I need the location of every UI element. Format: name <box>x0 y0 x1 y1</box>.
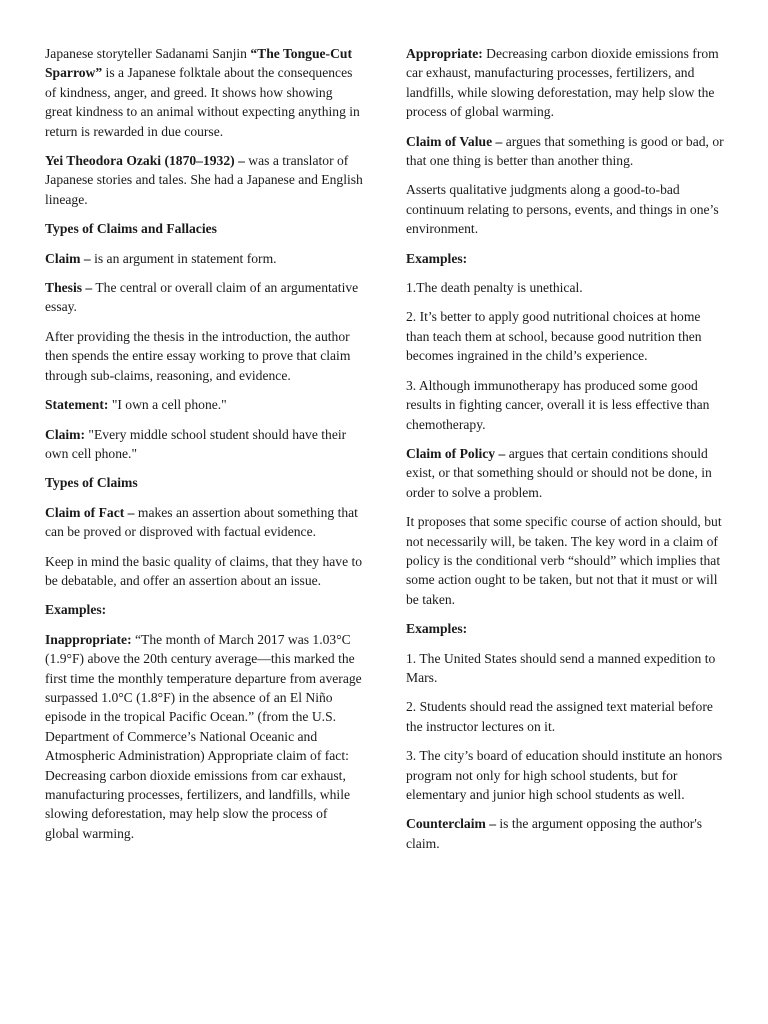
claim-example-text: "Every middle school student should have their own cell phone." <box>45 426 347 461</box>
policy-example-1: 1. The United States should send a manned expedition to Mars. <box>406 650 716 685</box>
section-heading-claims-fallacies <box>45 219 363 238</box>
heading-text: Types of Claims and Fallacies <box>45 221 217 237</box>
policy-paragraph: It proposes that some specific course of action should, but not necessarily will, be taken. The key word in a claim of policy is the conditional verb “should” which implies that some action ought to be taken, but not that it must or will be taken. <box>406 514 722 607</box>
appropriate-term: Appropriate: <box>406 46 483 61</box>
heading-text: Examples: <box>406 621 468 637</box>
claim-of-policy-text: argues that certain conditions should exist, or that something should or should not be done, in order to solve a problem. <box>406 445 712 500</box>
statement-example <box>45 395 363 414</box>
claim-term: Claim – <box>45 250 91 266</box>
appropriate-example <box>406 44 724 122</box>
section-heading-types-of-claims <box>45 473 363 492</box>
claim-of-value-definition <box>406 132 724 171</box>
thesis-text: The central or overall claim of an argumentative essay. <box>45 280 359 315</box>
statement-text: "I own a cell phone." <box>108 397 227 413</box>
inappropriate-term: Inappropriate: <box>45 631 132 647</box>
value-example-2: 2. It’s better to apply good nutritional choices at home than teach them at school, because good nutrition then becomes ingrained in the child’s experience. <box>406 309 702 364</box>
claim-of-fact-text: makes an assertion about something that can be proved or disproved with factual evidence. <box>45 504 358 540</box>
author-text: was a translator of Japanese stories and tales. She had a Japanese and English lineage. <box>45 153 363 207</box>
claim-example-term: Claim: <box>45 426 86 442</box>
claim-text: is an argument in statement form. <box>90 250 277 266</box>
policy-example-2: 2. Students should read the assigned text material before the instructor lectures on it. <box>406 699 713 734</box>
examples-heading <box>406 249 724 268</box>
counterclaim-text: is the argument opposing the author's claim. <box>406 816 703 851</box>
thesis-paragraph: After providing the thesis in the introduction, the author then spends the entire essay working to prove that claim through sub-claims, reasoning, and evidence. <box>45 328 351 383</box>
author-term: Yei Theodora Ozaki (1870–1932) – <box>45 153 245 169</box>
heading-text: Examples: <box>45 602 107 618</box>
claim-of-policy-term: Claim of Policy – <box>406 445 506 461</box>
value-paragraph: Asserts qualitative judgments along a good-to-bad continuum relating to persons, events, and things in one’s environment. <box>406 182 719 237</box>
heading-text: Examples: <box>406 250 468 266</box>
intro-text: Japanese storyteller Sadanami Sanjin <box>45 46 251 61</box>
counterclaim-definition <box>406 814 724 853</box>
examples-heading <box>406 619 724 638</box>
claim-of-policy-definition <box>406 444 724 502</box>
value-example-1: 1.The death penalty is unethical. <box>406 280 583 296</box>
story-title: “The Tongue-Cut Sparrow” <box>45 46 352 81</box>
policy-example-3: 3. The city’s board of education should institute an honors program not only for high school students, but for elementary and junior high school students as well. <box>406 748 723 802</box>
thesis-term: Thesis – <box>45 280 93 296</box>
inappropriate-example <box>45 630 363 843</box>
value-example-3: 3. Although immunotherapy has produced some good results in fighting cancer, overall it is less effective than chemotherapy. <box>406 377 710 432</box>
claim-of-fact-term: Claim of Fact – <box>45 504 135 520</box>
statement-term: Statement: <box>45 397 109 413</box>
counterclaim-term: Counterclaim – <box>406 816 496 832</box>
author-paragraph <box>45 151 363 209</box>
appropriate-text: Decreasing carbon dioxide emissions from car exhaust, manufacturing processes, fertilizers, and landfills, while slowing deforestation, may help slow the process of global warming. <box>406 46 719 120</box>
intro-paragraph <box>45 44 363 141</box>
thesis-definition <box>45 278 363 317</box>
claim-of-fact-definition <box>45 503 363 542</box>
claim-example <box>45 425 363 464</box>
examples-heading <box>45 600 363 619</box>
inappropriate-text: “The month of March 2017 was 1.03°C (1.9°F) above the 20th century average—this marked the first time the monthly temperature departure from average surpassed 1.0°C (1.8°F) in the absence of an El Niño episode in the tropical Pacific Ocean.” (from the U.S. Department of Commerce’s National Oceanic and Atmospheric Administration) Appropriate claim of fact: Decreasing carbon dioxide emissions from car exhaust, manufacturing processes, fertilizers, and landfills, while slowing deforestation, may help slow the process of global warming. <box>45 631 362 841</box>
keep-in-mind-paragraph: Keep in mind the basic quality of claims, that they have to be debatable, and offer an assertion about an issue. <box>45 553 363 588</box>
claim-of-value-term: Claim of Value – <box>406 133 503 149</box>
left-column <box>45 44 363 853</box>
claim-definition <box>45 249 363 268</box>
intro-text-continued: is a Japanese folktale about the consequences of kindness, anger, and greed. It shows how showing great kindness to an animal without expecting anything in return is rewarded in due course. <box>45 65 360 139</box>
heading-text: Types of Claims <box>45 475 138 491</box>
right-column <box>406 44 724 863</box>
claim-of-value-text: argues that something is good or bad, or that one thing is better than another thing. <box>406 133 724 169</box>
